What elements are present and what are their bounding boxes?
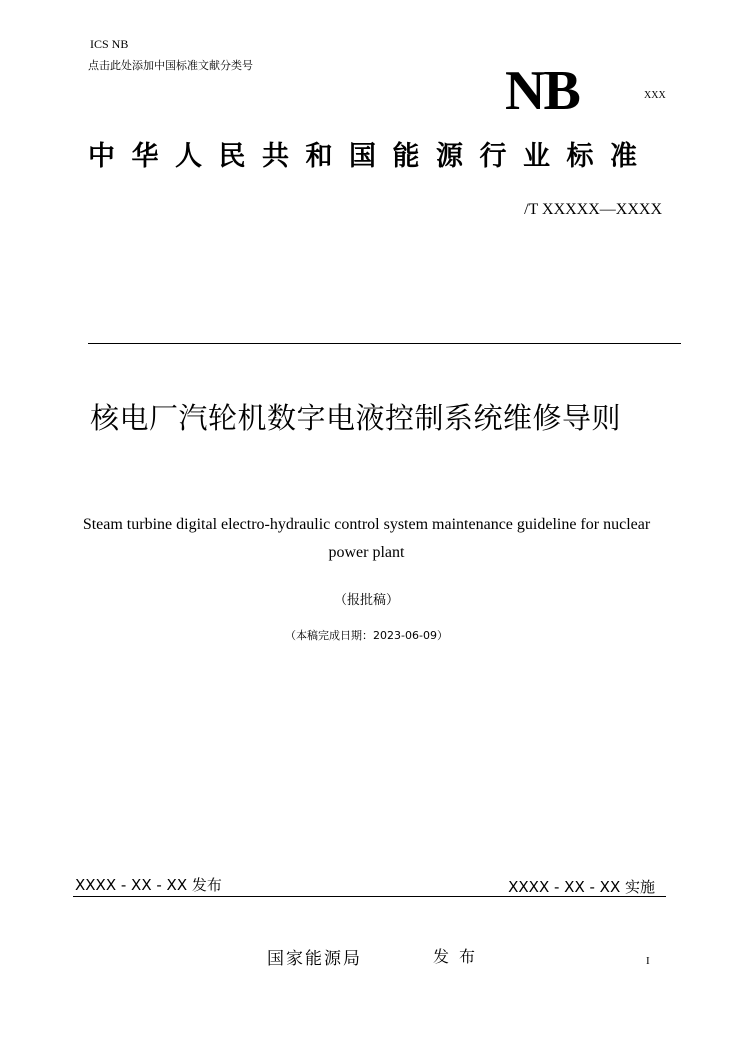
document-title-en-text: Steam turbine digital electro-hydraulic control system maintenance guideline for nuclear power plant [82,516,651,561]
implementation-date: XXXX - XX - XX 实施 [508,878,655,896]
nb-logo-suffix: XXX [644,90,666,101]
bottom-divider [73,896,666,897]
classification-placeholder[interactable]: 点击此处添加中国标准文献分类号 [88,59,253,72]
issue-date: XXXX - XX - XX 发布 [75,876,222,894]
page-number: I [646,955,650,967]
draft-completion-date: （本稿完成日期：2023-06-09） [285,629,448,642]
ics-number: ICS NB [90,37,129,51]
document-title-zh [0,396,732,437]
standard-category-title: 中华人民共和国能源行业标准 [88,141,654,172]
document-title-en [0,511,733,567]
draft-status: （报批稿） [333,593,399,608]
standard-number: /T XXXXX—XXXX [524,201,662,218]
top-divider [88,343,681,344]
nb-logo: NB [505,60,579,122]
publisher: 国家能源局 [267,949,362,969]
document-title-zh-text: 核电厂汽轮机数字电液控制系统维修导则 [89,401,621,435]
publish-label: 发布 [433,947,486,966]
